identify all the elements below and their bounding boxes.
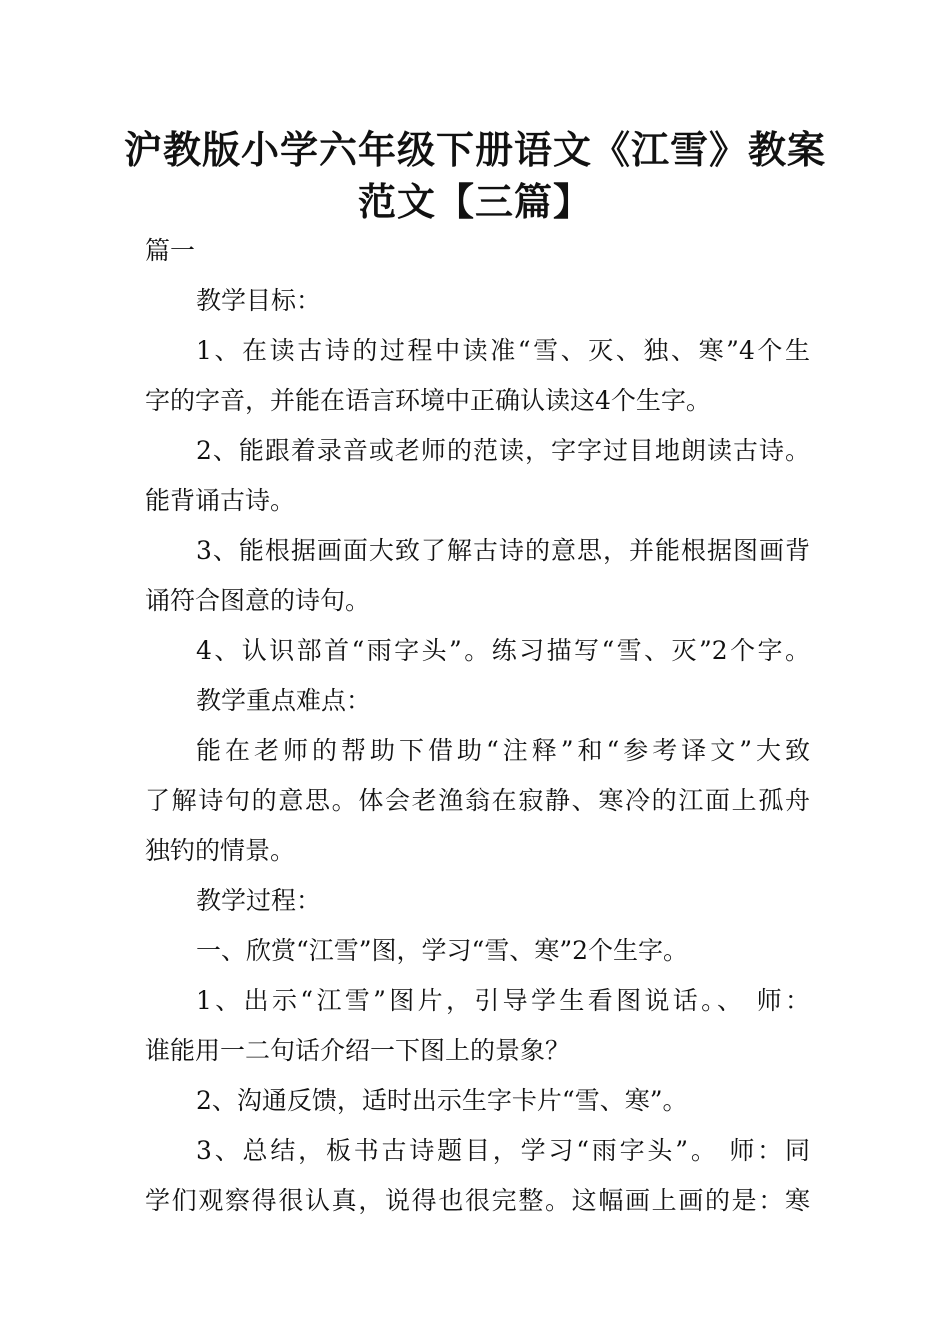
paragraph-line: 能在老师的帮助下借助“注释”和“参考译文”大致 bbox=[196, 736, 810, 765]
paragraph-line: 1、出示“江雪”图片，引导学生看图说话。、 师： bbox=[196, 986, 810, 1015]
paragraph-line: 诵符合图意的诗句。 bbox=[145, 586, 371, 615]
paragraph-line: 独钓的情景。 bbox=[145, 836, 296, 865]
paragraph-line: 一、欣赏“江雪”图，学习“雪、寒”2个生字。 bbox=[196, 936, 689, 965]
subheading-key-points: 教学重点难点： bbox=[196, 686, 372, 715]
paragraph-line: 谁能用一二句话介绍一下图上的景象？ bbox=[145, 1036, 571, 1065]
paragraph-line: 学们观察得很认真，说得也很完整。这幅画上画的是：寒 bbox=[145, 1186, 810, 1215]
paragraph-line: 4、认识部首“雨字头”。练习描写“雪、灭”2个字。 bbox=[196, 636, 810, 665]
paragraph-line: 1、在读古诗的过程中读准“雪、灭、独、寒”4个生 bbox=[196, 336, 810, 365]
subheading-teaching-goals: 教学目标： bbox=[196, 286, 322, 315]
subheading-teaching-process: 教学过程： bbox=[196, 886, 322, 915]
document-title-line-1: 沪教版小学六年级下册语文《江雪》教案 bbox=[123, 128, 826, 172]
paragraph-line: 能背诵古诗。 bbox=[145, 486, 296, 515]
paragraph-line: 2、沟通反馈，适时出示生字卡片“雪、寒”。 bbox=[196, 1086, 688, 1115]
paragraph-line: 3、能根据画面大致了解古诗的意思，并能根据图画背 bbox=[196, 536, 810, 565]
paragraph-line: 2、能跟着录音或老师的范读，字字过目地朗读古诗。 bbox=[196, 436, 810, 465]
paragraph-line: 了解诗句的意思。体会老渔翁在寂静、寒冷的江面上孤舟 bbox=[145, 786, 810, 815]
document-title-line-2: 范文【三篇】 bbox=[357, 180, 592, 224]
paragraph-line: 3、总结，板书古诗题目，学习“雨字头”。 师：同 bbox=[196, 1136, 810, 1165]
paragraph-line: 字的字音，并能在语言环境中正确认读这4个生字。 bbox=[145, 386, 711, 415]
section-heading: 篇一 bbox=[145, 236, 196, 265]
